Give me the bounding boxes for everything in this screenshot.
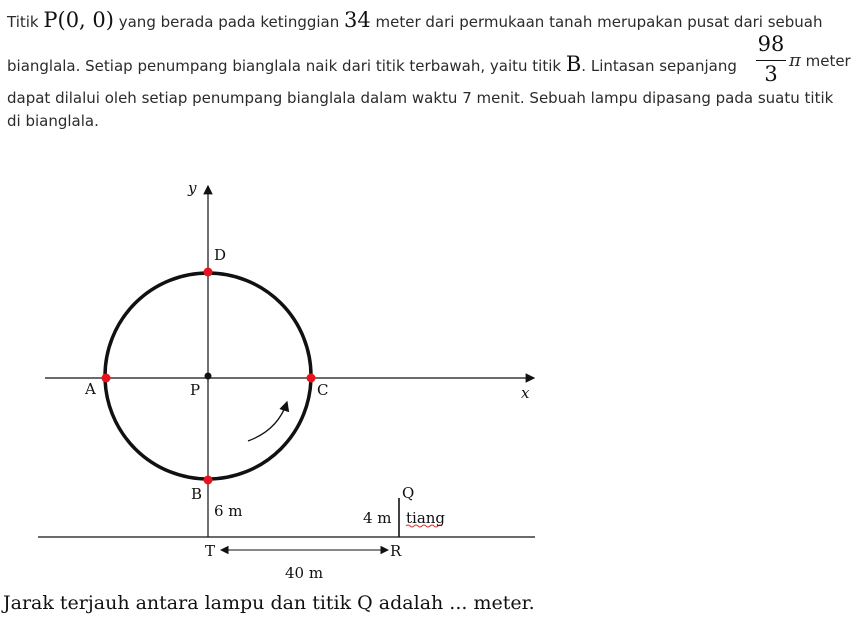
fraction-numerator: 98 <box>757 32 785 56</box>
label-40m: 40 m <box>285 564 324 582</box>
problem-line-1: Titik P(0, 0) yang berada pada ketinggian 34 meter dari permukaan tanah merupakan pusat dari sebuah <box>7 8 823 32</box>
problem-line-4: di bianglala. <box>7 112 99 130</box>
problem-line-3: dapat dilalui oleh setiap penumpang bianglala dalam waktu 7 menit. Sebuah lampu dipasang pada suatu titik <box>7 89 834 107</box>
label-tiang: tiang <box>406 509 446 527</box>
fraction-denominator: 3 <box>764 62 778 86</box>
fraction-bar <box>756 60 786 61</box>
label-t: T <box>205 542 216 560</box>
label-q: Q <box>402 484 415 502</box>
axis-x-label: x <box>521 384 530 402</box>
label-c: C <box>317 381 329 399</box>
ferris-wheel-diagram <box>0 170 560 590</box>
axis-y-label: y <box>188 179 197 197</box>
problem-line-2: bianglala. Setiap penumpang bianglala naik dari titik terbawah, yaitu titik B. Lintasan sepanjang <box>7 52 737 76</box>
pi-meter: π meter <box>789 50 851 71</box>
label-r: R <box>390 542 402 560</box>
point-p-math: P(0, 0) <box>43 8 114 32</box>
question-text: Jarak terjauh antara lampu dan titik Q adalah ... meter. <box>3 592 535 614</box>
label-p: P <box>190 381 201 399</box>
point-b-math: B <box>565 52 582 76</box>
rotation-arrow-icon <box>248 402 287 441</box>
point-b-dot <box>204 476 213 485</box>
point-d-dot <box>204 268 213 277</box>
label-4m: 4 m <box>363 509 392 527</box>
point-p-dot <box>205 373 212 380</box>
label-d: D <box>214 246 227 264</box>
point-c-dot <box>307 374 316 383</box>
label-a: A <box>85 380 96 398</box>
point-a-dot <box>102 374 111 383</box>
label-b: B <box>191 485 203 503</box>
label-6m: 6 m <box>214 502 243 520</box>
height-math: 34 <box>344 8 371 32</box>
